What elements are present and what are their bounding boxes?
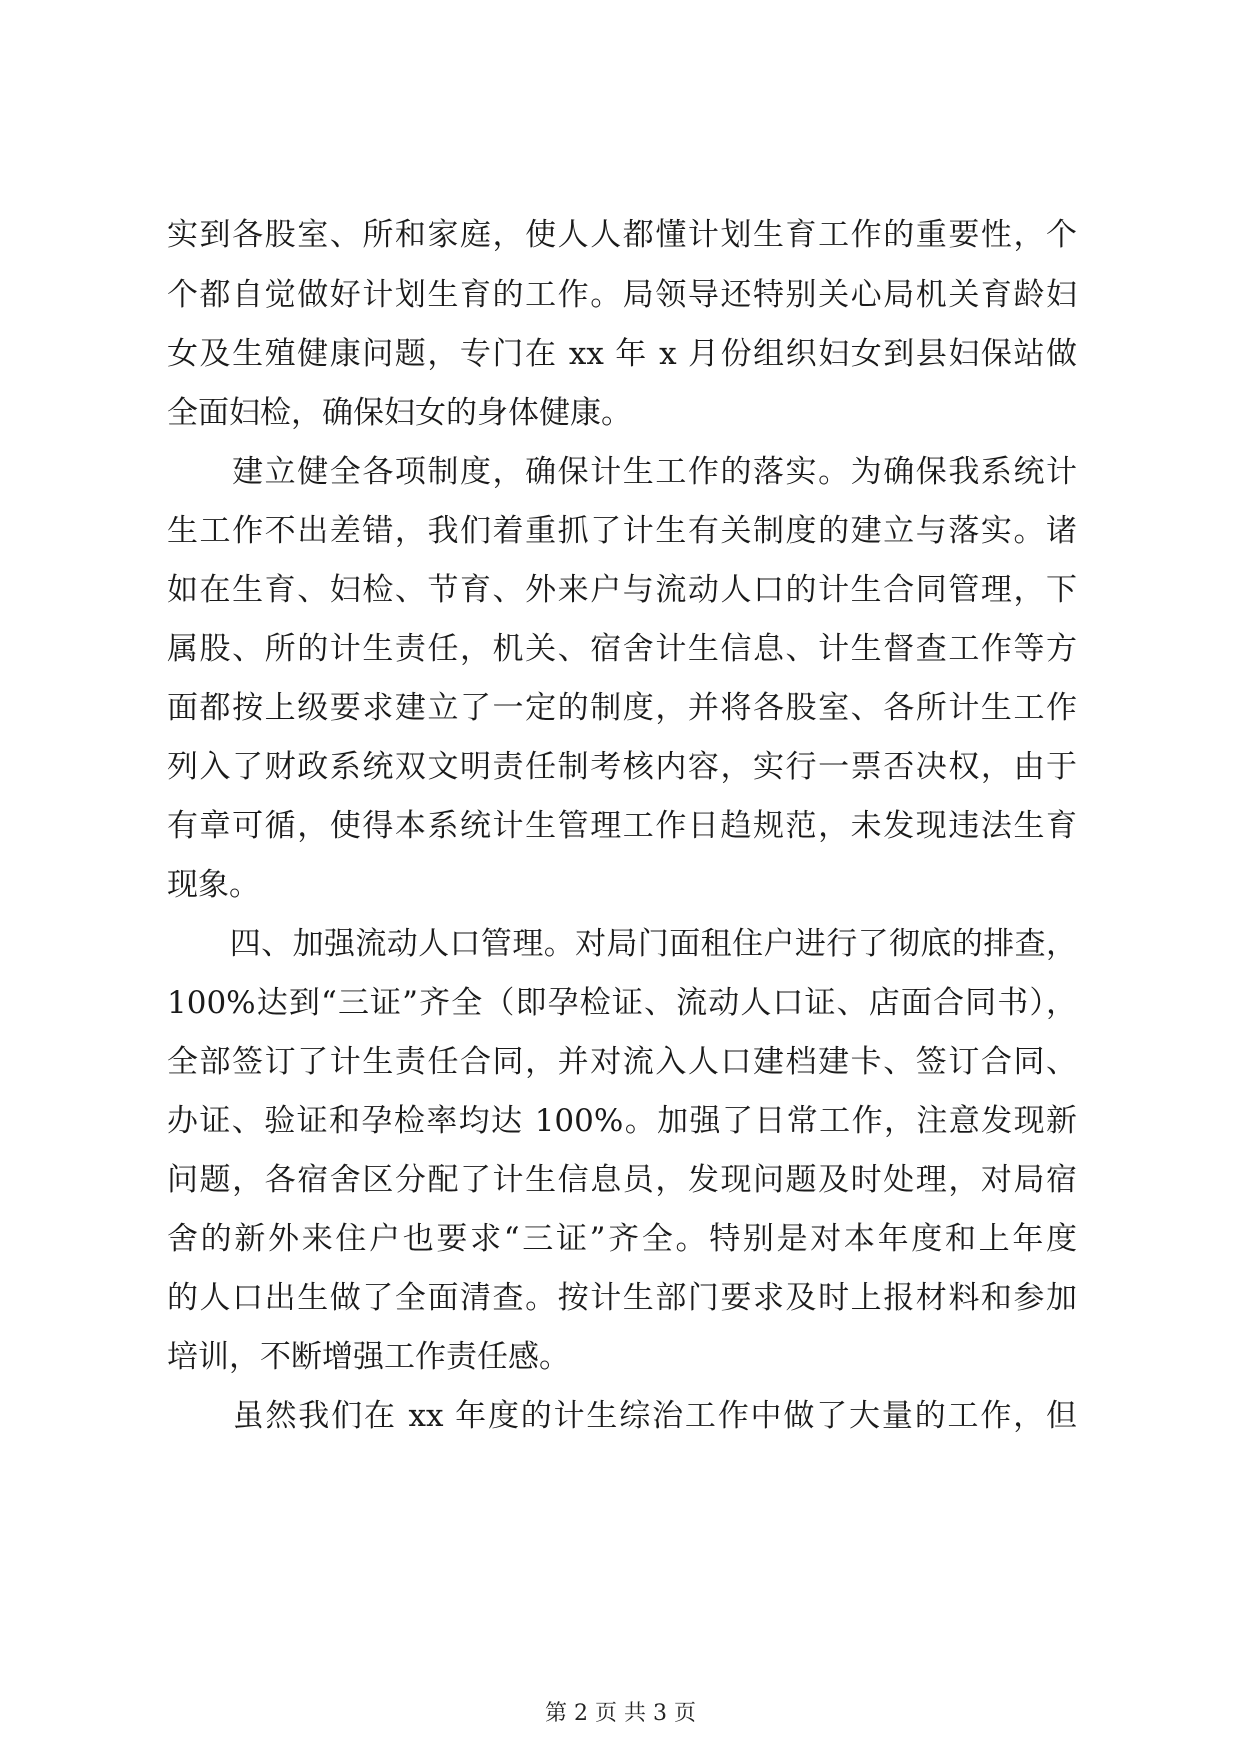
text-line: 全面妇检，确保妇女的身体健康。 (167, 395, 632, 431)
text-line: 列入了财政系统双文明责任制考核内容，实行一票否决权，由于 (167, 749, 1077, 785)
text-line: 生工作不出差错，我们着重抓了计生有关制度的建立与落实。诸 (167, 513, 1077, 549)
text-line: 面都按上级要求建立了一定的制度，并将各股室、各所计生工作 (167, 690, 1077, 726)
text-line: 全部签订了计生责任合同，并对流入人口建档建卡、签订合同、 (167, 1044, 1077, 1080)
text-line: 实到各股室、所和家庭，使人人都懂计划生育工作的重要性，个 (167, 217, 1077, 253)
text-line: 个都自觉做好计划生育的工作。局领导还特别关心局机关育龄妇 (167, 277, 1077, 313)
text-line: 建立健全各项制度，确保计生工作的落实。为确保我系统计 (167, 454, 1077, 490)
text-line: 现象。 (167, 867, 260, 903)
text-line: 四、加强流动人口管理。对局门面租住户进行了彻底的排查， (167, 926, 1077, 962)
text-line: 的人口出生做了全面清查。按计生部门要求及时上报材料和参加 (167, 1280, 1077, 1316)
page-footer: 第 2 页 共 3 页 (545, 1701, 696, 1726)
text-line: 如在生育、妇检、节育、外来户与流动人口的计生合同管理，下 (167, 572, 1077, 608)
text-line: 女及生殖健康问题，专门在 xx 年 x 月份组织妇女到县妇保站做 (167, 336, 1077, 372)
text-line: 属股、所的计生责任，机关、宿舍计生信息、计生督查工作等方 (167, 631, 1077, 667)
text-line: 有章可循，使得本系统计生管理工作日趋规范，未发现违法生育 (167, 808, 1077, 844)
text-line: 舍的新外来住户也要求“三证”齐全。特别是对本年度和上年度 (167, 1221, 1077, 1257)
text-line: 办证、验证和孕检率均达 100%。加强了日常工作，注意发现新 (167, 1103, 1077, 1139)
text-line: 虽然我们在 xx 年度的计生综治工作中做了大量的工作，但 (167, 1398, 1077, 1434)
text-line: 培训，不断增强工作责任感。 (167, 1339, 570, 1375)
text-line: 100%达到“三证”齐全（即孕检证、流动人口证、店面合同书）， (167, 985, 1077, 1021)
text-line: 问题，各宿舍区分配了计生信息员，发现问题及时处理，对局宿 (167, 1162, 1077, 1198)
